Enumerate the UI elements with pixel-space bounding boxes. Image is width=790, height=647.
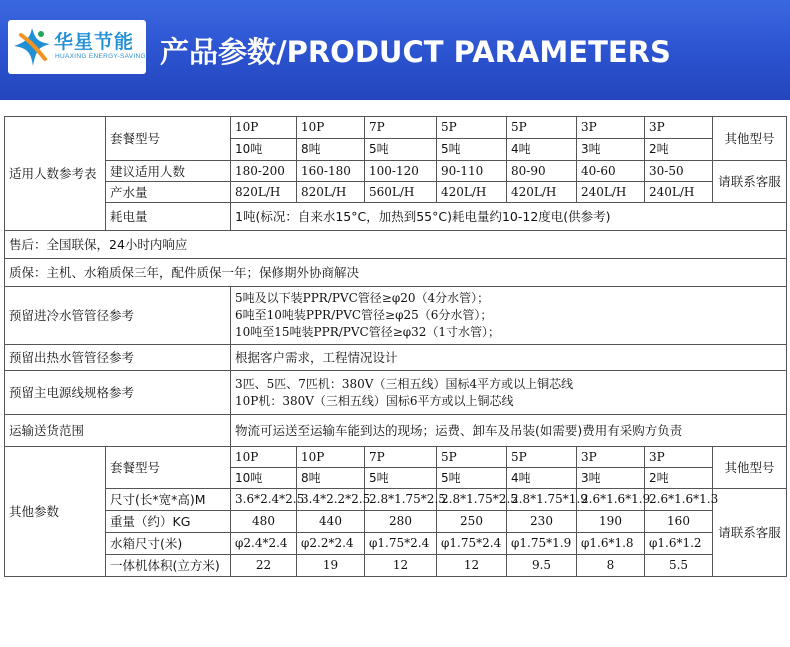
cold-pipe-line: 5吨及以下装PPR/PVC管径≥φ20（4分水管）； — [235, 291, 490, 305]
tonnage-cell: 3吨 — [577, 139, 645, 161]
volume-cell: 12 — [365, 555, 437, 577]
after-sales-text: 售后：全国联保，24小时内响应 — [5, 231, 787, 259]
volume-cell: 12 — [437, 555, 507, 577]
shipping-value: 物流可运送至运输车能到达的现场；运费、卸车及吊装(如需要)费用有采购方负责 — [231, 415, 787, 447]
table-row — [5, 117, 787, 139]
contact-cell: 请联系客服 — [713, 161, 787, 203]
tonnage-cell: 3吨 — [577, 468, 645, 489]
water-output-cell: 820L/H — [297, 182, 365, 203]
tonnage-cell: 5吨 — [437, 468, 507, 489]
row-label: 耗电量 — [106, 203, 231, 231]
row-label: 重量（约）KG — [106, 511, 231, 533]
cold-pipe-line: 6吨至10吨装PPR/PVC管径≥φ25（6分水管）； — [235, 308, 493, 322]
tonnage-cell: 8吨 — [297, 139, 365, 161]
volume-cell: 5.5 — [645, 555, 713, 577]
tank-size-cell: φ1.75*2.4 — [437, 533, 507, 555]
volume-cell: 19 — [297, 555, 365, 577]
power-cable-line: 10P机：380V（三相五线）国标6平方或以上铜芯线 — [235, 393, 514, 408]
tonnage-cell: 4吨 — [507, 139, 577, 161]
model-cell: 5P — [507, 447, 577, 468]
row-label: 预留主电源线规格参考 — [5, 371, 231, 415]
header-banner — [0, 0, 790, 100]
people-cell: 90-110 — [437, 161, 507, 182]
section-label: 适用人数参考表 — [5, 117, 106, 231]
people-cell: 180-200 — [231, 161, 297, 182]
row-label: 套餐型号 — [106, 447, 231, 489]
row-label: 尺寸(长*宽*高)M — [106, 489, 231, 511]
size-cell: 2.8*1.75*2.5 — [365, 489, 437, 511]
table-row — [5, 511, 787, 533]
people-cell: 40-60 — [577, 161, 645, 182]
row-label: 建议适用人数 — [106, 161, 231, 182]
tonnage-cell: 2吨 — [645, 468, 713, 489]
size-cell: 2.6*1.6*1.3 — [645, 489, 713, 511]
water-output-cell: 240L/H — [577, 182, 645, 203]
tonnage-cell: 10吨 — [231, 139, 297, 161]
tonnage-cell: 5吨 — [365, 468, 437, 489]
model-cell: 3P — [577, 117, 645, 139]
power-cable-value — [231, 371, 787, 415]
tonnage-cell: 2吨 — [645, 139, 713, 161]
model-cell: 7P — [365, 117, 437, 139]
volume-cell: 8 — [577, 555, 645, 577]
warranty-text: 质保：主机、水箱质保三年，配件质保一年；保修期外协商解决 — [5, 259, 787, 287]
contact-cell: 请联系客服 — [713, 489, 787, 577]
tank-size-cell: φ1.75*1.9 — [507, 533, 577, 555]
model-cell: 5P — [437, 117, 507, 139]
size-cell: 2.6*1.6*1.9 — [577, 489, 645, 511]
table-row — [5, 555, 787, 577]
cold-pipe-line: 10吨至15吨装PPR/PVC管径≥φ32（1寸水管）； — [235, 325, 501, 339]
model-cell: 7P — [365, 447, 437, 468]
model-cell: 3P — [577, 447, 645, 468]
model-cell: 10P — [297, 447, 365, 468]
other-models-cell: 其他型号 — [713, 447, 787, 489]
table-row — [5, 259, 787, 287]
model-cell: 3P — [645, 117, 713, 139]
row-label: 一体机体积(立方米) — [106, 555, 231, 577]
tank-size-cell: φ1.75*2.4 — [365, 533, 437, 555]
weight-cell: 250 — [437, 511, 507, 533]
water-output-cell: 560L/H — [365, 182, 437, 203]
brand-tagline: HUAXING ENERGY-SAVING — [55, 53, 146, 60]
tank-size-cell: φ1.6*1.8 — [577, 533, 645, 555]
section-label: 其他参数 — [5, 447, 106, 577]
size-cell: 2.8*1.75*1.9 — [507, 489, 577, 511]
table-row — [5, 489, 787, 511]
people-cell: 100-120 — [365, 161, 437, 182]
model-cell: 3P — [645, 447, 713, 468]
water-output-cell: 420L/H — [437, 182, 507, 203]
tank-size-cell: φ2.2*2.4 — [297, 533, 365, 555]
star-logo-icon — [12, 26, 52, 68]
table-row — [5, 371, 787, 415]
people-cell: 30-50 — [645, 161, 713, 182]
model-cell: 10P — [231, 447, 297, 468]
model-cell: 5P — [437, 447, 507, 468]
brand-logo — [8, 20, 146, 74]
table-row — [5, 287, 787, 345]
table-row — [5, 447, 787, 468]
water-output-cell: 240L/H — [645, 182, 713, 203]
tank-size-cell: φ2.4*2.4 — [231, 533, 297, 555]
product-parameters-table — [4, 116, 787, 577]
table-row — [5, 203, 787, 231]
volume-cell: 9.5 — [507, 555, 577, 577]
water-output-cell: 820L/H — [231, 182, 297, 203]
tonnage-cell: 5吨 — [437, 139, 507, 161]
brand-name: 华星节能 — [54, 31, 135, 53]
tonnage-cell: 4吨 — [507, 468, 577, 489]
water-output-cell: 420L/H — [507, 182, 577, 203]
model-cell: 10P — [297, 117, 365, 139]
hot-pipe-value: 根据客户需求，工程情况设计 — [231, 345, 787, 371]
row-label: 套餐型号 — [106, 117, 231, 161]
row-label: 预留进冷水管管径参考 — [5, 287, 231, 345]
tonnage-cell: 5吨 — [365, 139, 437, 161]
size-cell: 3.4*2.2*2.5 — [297, 489, 365, 511]
people-cell: 80-90 — [507, 161, 577, 182]
volume-cell: 22 — [231, 555, 297, 577]
size-cell: 3.6*2.4*2.5 — [231, 489, 297, 511]
weight-cell: 440 — [297, 511, 365, 533]
model-cell: 5P — [507, 117, 577, 139]
power-consumption-value: 1吨(标况：自来水15°C，加热到55°C)耗电量约10-12度电(供参考) — [231, 203, 787, 231]
table-row — [5, 231, 787, 259]
size-cell: 2.8*1.75*2.5 — [437, 489, 507, 511]
table-row — [5, 533, 787, 555]
cold-pipe-value — [231, 287, 787, 345]
table-row — [5, 345, 787, 371]
tonnage-cell: 10吨 — [231, 468, 297, 489]
table-row — [5, 182, 787, 203]
people-cell: 160-180 — [297, 161, 365, 182]
page-title: 产品参数/PRODUCT PARAMETERS — [160, 35, 671, 69]
model-cell: 10P — [231, 117, 297, 139]
table-row — [5, 161, 787, 182]
tank-size-cell: φ1.6*1.2 — [645, 533, 713, 555]
weight-cell: 190 — [577, 511, 645, 533]
weight-cell: 480 — [231, 511, 297, 533]
tonnage-cell: 8吨 — [297, 468, 365, 489]
weight-cell: 280 — [365, 511, 437, 533]
row-label: 水箱尺寸(米) — [106, 533, 231, 555]
power-cable-line: 3匹、5匹、7匹机：380V（三相五线）国标4平方或以上铜芯线 — [235, 376, 574, 391]
table-row — [5, 415, 787, 447]
weight-cell: 230 — [507, 511, 577, 533]
weight-cell: 160 — [645, 511, 713, 533]
row-label: 运输送货范围 — [5, 415, 231, 447]
row-label: 产水量 — [106, 182, 231, 203]
row-label: 预留出热水管管径参考 — [5, 345, 231, 371]
other-models-cell: 其他型号 — [713, 117, 787, 161]
